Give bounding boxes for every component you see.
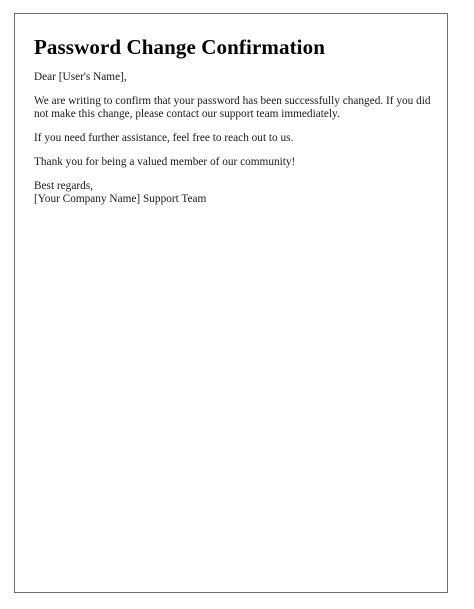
letter-closing: Best regards,	[34, 180, 93, 192]
letter-title: Password Change Confirmation	[34, 35, 325, 59]
letter-greeting: Dear [User's Name],	[34, 71, 127, 83]
letter-content	[34, 34, 434, 206]
letter-signoff	[34, 180, 434, 206]
letter-paragraph-confirmation: We are writing to confirm that your password has been successfully changed. If you did not make this change, please contact our support team immediately.	[34, 95, 431, 120]
letter-paragraph-assistance: If you need further assistance, feel free to reach out to us.	[34, 132, 294, 144]
letter-paragraph-thanks: Thank you for being a valued member of our community!	[34, 156, 296, 168]
letter-signature: [Your Company Name] Support Team	[34, 193, 207, 205]
letter-page	[14, 13, 448, 593]
